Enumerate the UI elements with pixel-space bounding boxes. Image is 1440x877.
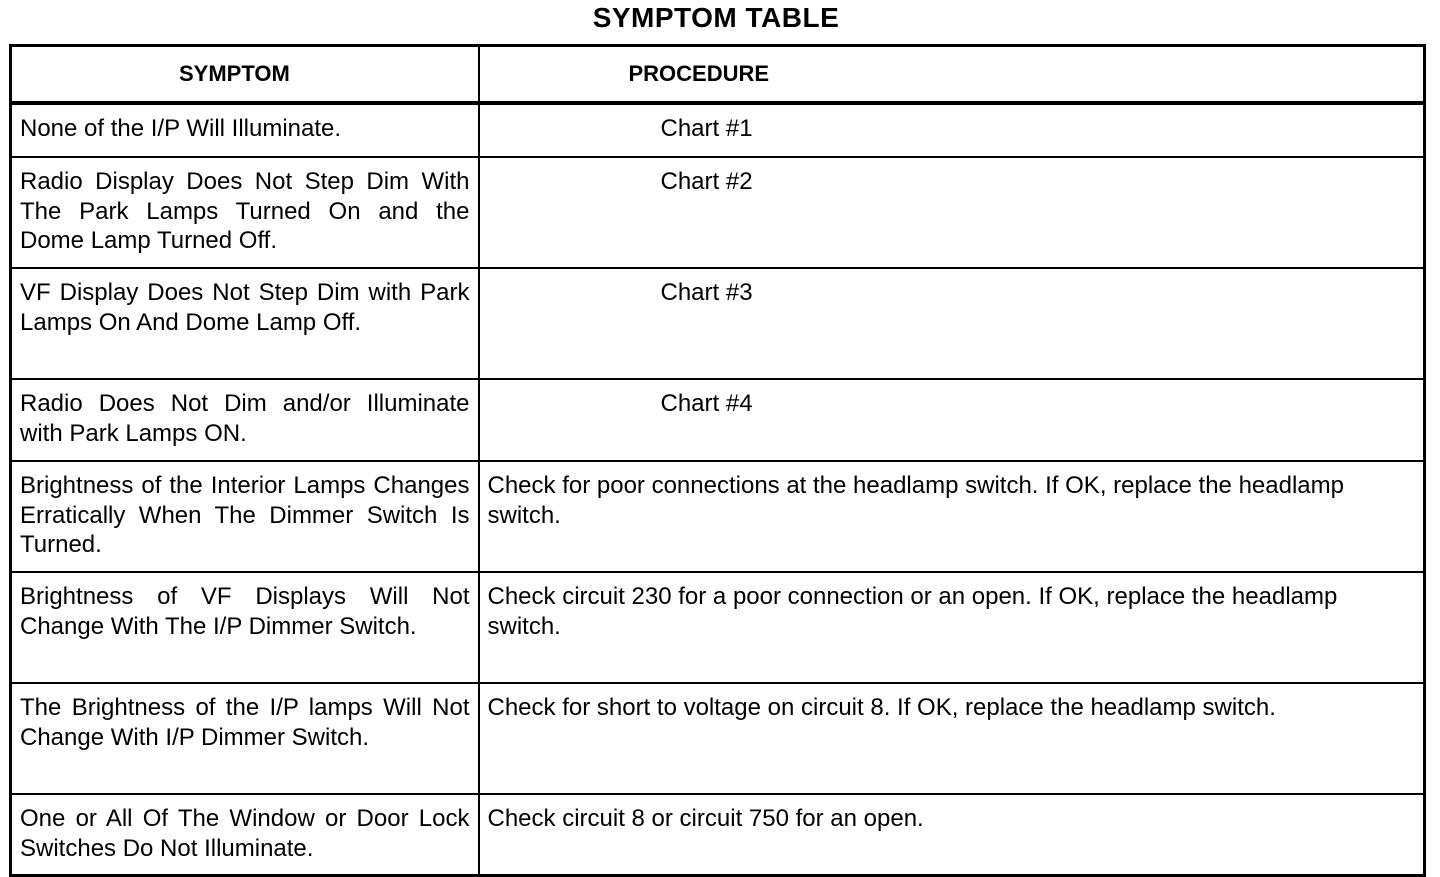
procedure-cell: Chart #1 xyxy=(479,103,1425,157)
table-row xyxy=(11,683,1425,794)
table-row xyxy=(11,794,1425,876)
table-row xyxy=(11,461,1425,572)
procedure-cell: Check circuit 230 for a poor connection or an open. If OK, replace the headlamp switch. xyxy=(479,572,1425,683)
symptom-cell: Radio Display Does Not Step Dim With The Park Lamps Turned On and the Dome Lamp Turned Off. xyxy=(11,157,479,268)
symptom-cell: One or All Of The Window or Door Lock Switches Do Not Illuminate. xyxy=(11,794,479,876)
table-row xyxy=(11,157,1425,268)
symptom-cell: None of the I/P Will Illuminate. xyxy=(11,103,479,157)
procedure-cell: Chart #3 xyxy=(479,268,1425,379)
table-row xyxy=(11,103,1425,157)
procedure-cell: Check for short to voltage on circuit 8. If OK, replace the headlamp switch. xyxy=(479,683,1425,794)
symptom-cell: Brightness of the Interior Lamps Changes Erratically When The Dimmer Switch Is Turned. xyxy=(11,461,479,572)
table-header-row xyxy=(11,46,1425,104)
procedure-cell: Check circuit 8 or circuit 750 for an open. xyxy=(479,794,1425,876)
symptom-cell: Radio Does Not Dim and/or Illuminate with Park Lamps ON. xyxy=(11,379,479,461)
procedure-cell: Check for poor connections at the headlamp switch. If OK, replace the headlamp switch. xyxy=(479,461,1425,572)
table-row xyxy=(11,379,1425,461)
symptom-column-header: SYMPTOM xyxy=(11,46,479,104)
procedure-cell: Chart #2 xyxy=(479,157,1425,268)
symptom-table xyxy=(9,44,1426,877)
symptom-cell: The Brightness of the I/P lamps Will Not Change With I/P Dimmer Switch. xyxy=(11,683,479,794)
table-row xyxy=(11,572,1425,683)
procedure-column-header: PROCEDURE xyxy=(479,46,1425,104)
table-row xyxy=(11,268,1425,379)
symptom-cell: VF Display Does Not Step Dim with Park Lamps On And Dome Lamp Off. xyxy=(11,268,479,379)
table-title: SYMPTOM TABLE xyxy=(592,2,840,33)
symptom-cell: Brightness of VF Displays Will Not Change With The I/P Dimmer Switch. xyxy=(11,572,479,683)
procedure-cell: Chart #4 xyxy=(479,379,1425,461)
